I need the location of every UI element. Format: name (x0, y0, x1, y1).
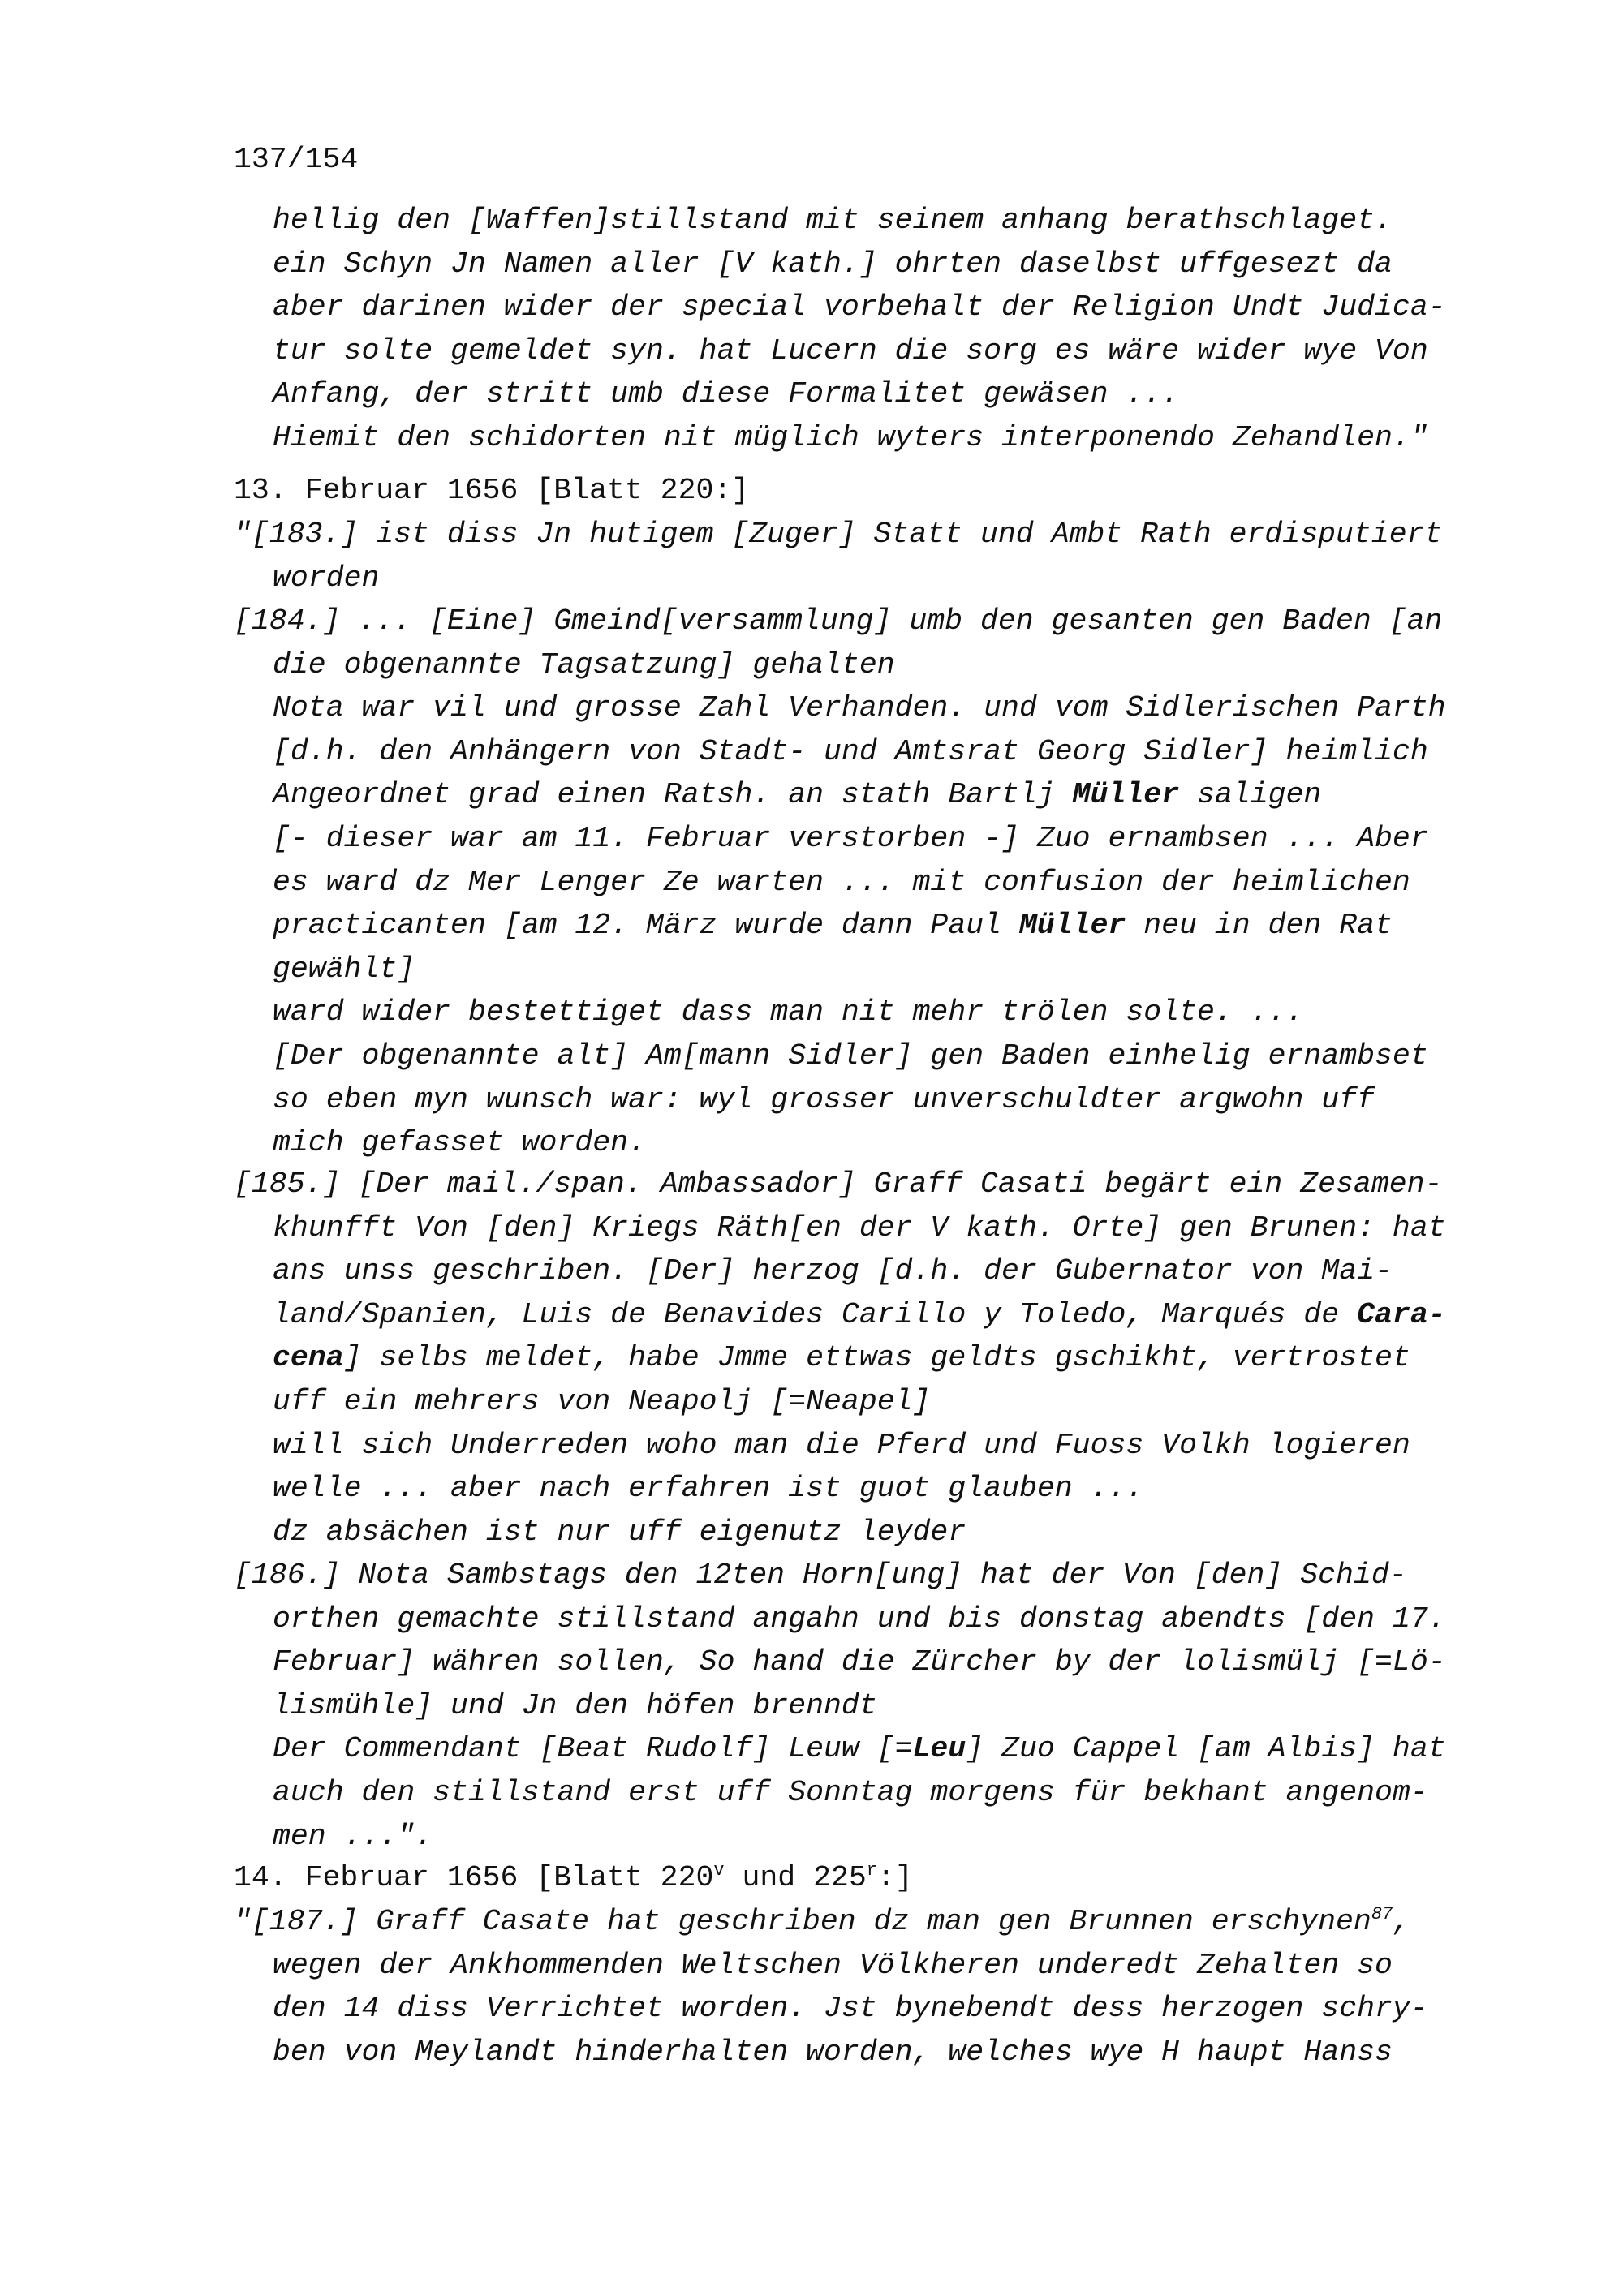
entry-184-line: Nota war vil und grosse Zahl Verhanden. und vom Sidlerischen Parth (273, 691, 1446, 725)
bold-name: cena (273, 1341, 344, 1375)
entry-184-line: mich gefasset worden. (273, 1126, 646, 1160)
entry-185-line: khunfft Von [den] Kriegs Räth[en der V kath. Orte] gen Brunen: hat (273, 1210, 1446, 1245)
text-run: neu in den Rat (1126, 909, 1393, 943)
entry-186-line: men ...". (273, 1819, 433, 1853)
quote-block-line: tur solte gemeldet syn. hat Lucern die sorg es wäre wider wye Von (273, 333, 1428, 368)
entry-183-line: "[183.] ist diss Jn hutigem [Zuger] Statt und Ambt Rath erdisputiert (234, 518, 1443, 551)
entry-185-line (273, 1293, 1446, 1337)
entry-184-line (273, 904, 1393, 948)
text-run: und 225 (724, 1861, 867, 1894)
bold-name: Müller (1072, 778, 1180, 812)
text-run: ] Zuo Cappel [am Albis] hat (966, 1732, 1446, 1766)
entry-187-line: ben von Meylandt hinderhalten worden, welches wye H haupt Hanss (273, 2035, 1393, 2069)
entry-184-line: [184.] ... [Eine] Gmeind[versammlung] umb den gesanten gen Baden [an (234, 604, 1443, 638)
entry-186-line: auch den stillstand erst uff Sonntag morgens für bekhant angenom- (273, 1776, 1428, 1809)
date-heading-14-feb (234, 1856, 913, 1900)
text-run: Der Commendant [Beat Rudolf] Leuw [= (273, 1732, 913, 1766)
entry-187-line (234, 1900, 1410, 1944)
entry-184-line: [- dieser war am 11. Februar verstorben -] Zuo ernambsen ... Aber (273, 822, 1428, 855)
quote-block-line: hellig den [Waffen]stillstand mit seinem anhang berathschlaget. (273, 204, 1393, 237)
entry-186-line (273, 1727, 1446, 1771)
bold-name: Müller (1018, 909, 1126, 943)
text-run: ] selbs meldet, habe Jmme ettwas geldts gschikht, vertrostet (343, 1341, 1410, 1375)
entry-184-line: [Der obgenannte alt] Am[mann Sidler] gen Baden einhelig ernambset (273, 1039, 1428, 1073)
entry-185-line: ans unss geschriben. [Der] herzog [d.h. der Gubernator von Mai- (273, 1254, 1393, 1288)
entry-185-line: welle ... aber nach erfahren ist guot glauben ... (273, 1472, 1144, 1506)
entry-183-line: worden (273, 561, 380, 595)
entry-184-line: gewählt] (273, 952, 415, 986)
entry-184-line: ward wider bestettiget dass man nit mehr trölen solte. ... (273, 995, 1304, 1030)
quote-block-line: aber darinen wider der special vorbehalt der Religion Undt Judica- (273, 290, 1446, 325)
entry-184-line: so eben myn wunsch war: wyl grosser unverschuldter argwohn uff (273, 1082, 1375, 1116)
entry-186-line: [186.] Nota Sambstags den 12ten Horn[ung] hat der Von [den] Schid- (234, 1559, 1407, 1592)
text-run: saligen (1179, 778, 1322, 812)
superscript: v (713, 1860, 725, 1881)
text-run: "[187.] Graff Casate hat geschriben dz man gen Brunnen erschynen (234, 1905, 1371, 1938)
text-run: 14. Februar 1656 [Blatt 220 (234, 1861, 714, 1894)
entry-184-line: [d.h. den Anhängern von Stadt- und Amtsrat Georg Sidler] heimlich (273, 734, 1428, 768)
entry-185-line: will sich Underreden woho man die Pferd und Fuoss Volkh logieren (273, 1428, 1410, 1462)
text-run: , (1393, 1905, 1411, 1938)
page-number: 137/154 (234, 143, 359, 176)
quote-block-line: ein Schyn Jn Namen aller [V kath.] ohrten daselbst uffgesezt da (273, 247, 1393, 281)
superscript: r (866, 1860, 877, 1881)
text-run: practicanten [am 12. März wurde dann Paul (273, 909, 1019, 943)
entry-185-line (273, 1336, 1410, 1380)
date-heading-13-feb: 13. Februar 1656 [Blatt 220:] (234, 474, 750, 507)
entry-186-line: orthen gemachte stillstand angahn und bis donstag abendts [den 17. (273, 1602, 1446, 1636)
entry-185-line: uff ein mehrers von Neapolj [=Neapel] (273, 1385, 931, 1418)
quote-block-line: Hiemit den schidorten nit müglich wyters interponendo Zehandlen." (273, 421, 1428, 454)
entry-184-line: die obgenannte Tagsatzung] gehalten (273, 647, 895, 681)
text-run: :] (876, 1861, 913, 1894)
footnote-ref: 87 (1371, 1903, 1393, 1924)
bold-name: Leu (912, 1732, 966, 1766)
bold-name: Cara- (1357, 1297, 1446, 1331)
entry-184-line (273, 773, 1321, 817)
entry-184-line: es ward dz Mer Lenger Ze warten ... mit confusion der heimlichen (273, 865, 1410, 899)
entry-187-line: den 14 diss Verrichtet worden. Jst bynebendt dess herzogen schry- (273, 1992, 1428, 2026)
quote-block-line: Anfang, der stritt umb diese Formalitet gewäsen ... (273, 377, 1180, 411)
entry-186-line: Februar] währen sollen, So hand die Zürcher by der lolismülj [=Lö- (273, 1645, 1446, 1679)
entry-185-line: [185.] [Der mail./span. Ambassador] Graff Casati begärt ein Zesamen- (234, 1167, 1443, 1201)
text-run: land/Spanien, Luis de Benavides Carillo y Toledo, Marqués de (273, 1297, 1358, 1331)
text-run: Angeordnet grad einen Ratsh. an stath Bartlj (273, 778, 1073, 812)
entry-185-line: dz absächen ist nur uff eigenutz leyder (273, 1515, 966, 1549)
entry-186-line: lismühle] und Jn den höfen brenndt (273, 1688, 877, 1722)
entry-187-line: wegen der Ankhommenden Weltschen Völkheren underedt Zehalten so (273, 1948, 1393, 1982)
